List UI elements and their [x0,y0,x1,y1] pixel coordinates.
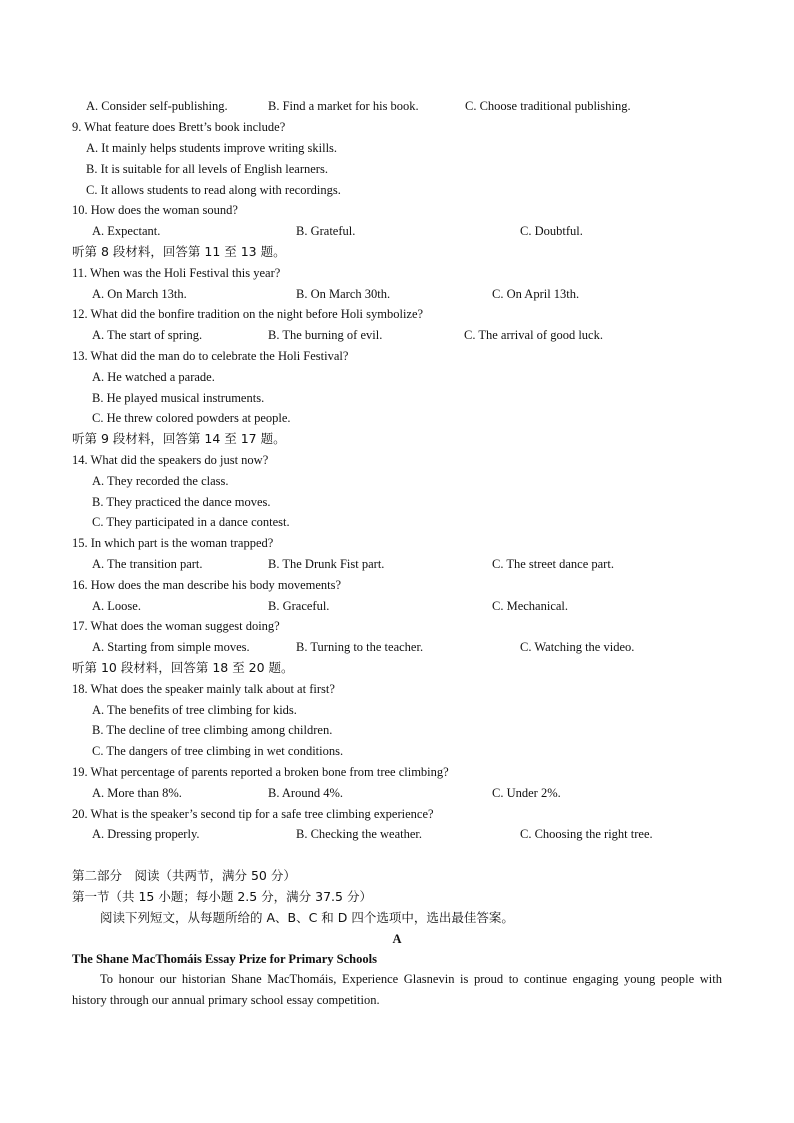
q15-stem: 15. In which part is the woman trapped? [72,536,274,550]
option-a: A. The transition part. [92,557,203,571]
q12-stem: 12. What did the bonfire tradition on the night before Holi symbolize? [72,307,424,321]
option-c: C. The street dance part. [492,557,614,571]
section-1-title: 第一节（共 15 小题；每小题 2.5 分，满分 37.5 分） [72,889,372,904]
q18-option-c: C. The dangers of tree climbing in wet conditions. [92,744,344,758]
option-b: B. Grateful. [296,224,356,238]
q18-option-b: B. The decline of tree climbing among children. [92,723,333,737]
option-a: A. More than 8%. [92,786,182,800]
passage-title: The Shane MacThomáis Essay Prize for Primary Schools [72,952,377,966]
q9-stem: 9. What feature does Brett’s book include? [72,120,286,134]
option-c: C. On April 13th. [492,287,580,301]
q13-stem: 13. What did the man do to celebrate the Holi Festival? [72,349,349,363]
q9-option-a: A. It mainly helps students improve writing skills. [86,141,338,155]
option-b: B. Graceful. [268,599,330,613]
option-b: B. Turning to the teacher. [296,640,424,654]
option-a: A. Consider self-publishing. [86,99,228,113]
section-8-heading: 听第 8 段材料，回答第 11 至 13 题。 [72,244,286,259]
q13-option-b: B. He played musical instruments. [92,391,265,405]
q9-option-b: B. It is suitable for all levels of English learners. [86,162,328,176]
option-c: C. Doubtful. [520,224,583,238]
option-c: C. Choosing the right tree. [520,827,653,841]
q14-stem: 14. What did the speakers do just now? [72,453,269,467]
q9-option-c: C. It allows students to read along with recordings. [86,183,341,197]
reading-instructions: 阅读下列短文，从每题所给的 A、B、C 和 D 四个选项中，选出最佳答案。 [100,910,514,925]
section-9-heading: 听第 9 段材料，回答第 14 至 17 题。 [72,431,286,446]
part-2-title: 第二部分 阅读（共两节，满分 50 分） [72,868,296,883]
passage-paragraph: To honour our historian Shane MacThomáis, Experience Glasnevin is proud to continue engaging young people with history through our annual primary school essay competition. [72,972,722,1007]
option-a: A. Loose. [92,599,141,613]
q14-option-a: A. They recorded the class. [92,474,229,488]
q18-option-a: A. The benefits of tree climbing for kids. [92,703,297,717]
option-c: C. Watching the video. [520,640,635,654]
option-b: B. Checking the weather. [296,827,423,841]
q16-stem: 16. How does the man describe his body movements? [72,578,342,592]
q20-stem: 20. What is the speaker’s second tip for a safe tree climbing experience? [72,807,434,821]
option-c: C. Choose traditional publishing. [465,99,631,113]
option-b: B. The burning of evil. [268,328,383,342]
q13-option-a: A. He watched a parade. [92,370,215,384]
q14-option-b: B. They practiced the dance moves. [92,495,271,509]
option-c: C. Mechanical. [492,599,569,613]
q14-option-c: C. They participated in a dance contest. [92,515,290,529]
passage-letter: A [392,932,402,946]
option-b: B. The Drunk Fist part. [268,557,385,571]
option-a: A. Dressing properly. [92,827,200,841]
q13-option-c: C. He threw colored powders at people. [92,411,291,425]
option-c: C. Under 2%. [492,786,561,800]
q19-stem: 19. What percentage of parents reported a broken bone from tree climbing? [72,765,449,779]
option-c: C. The arrival of good luck. [464,328,603,342]
q10-stem: 10. How does the woman sound? [72,203,238,217]
option-a: A. Expectant. [92,224,161,238]
q17-stem: 17. What does the woman suggest doing? [72,619,280,633]
q11-stem: 11. When was the Holi Festival this year? [72,266,281,280]
option-b: B. Around 4%. [268,786,343,800]
option-a: A. On March 13th. [92,287,187,301]
option-b: B. On March 30th. [296,287,391,301]
q18-stem: 18. What does the speaker mainly talk about at first? [72,682,335,696]
option-b: B. Find a market for his book. [268,99,419,113]
option-a: A. Starting from simple moves. [92,640,250,654]
option-a: A. The start of spring. [92,328,203,342]
section-10-heading: 听第 10 段材料，回答第 18 至 20 题。 [72,660,294,675]
